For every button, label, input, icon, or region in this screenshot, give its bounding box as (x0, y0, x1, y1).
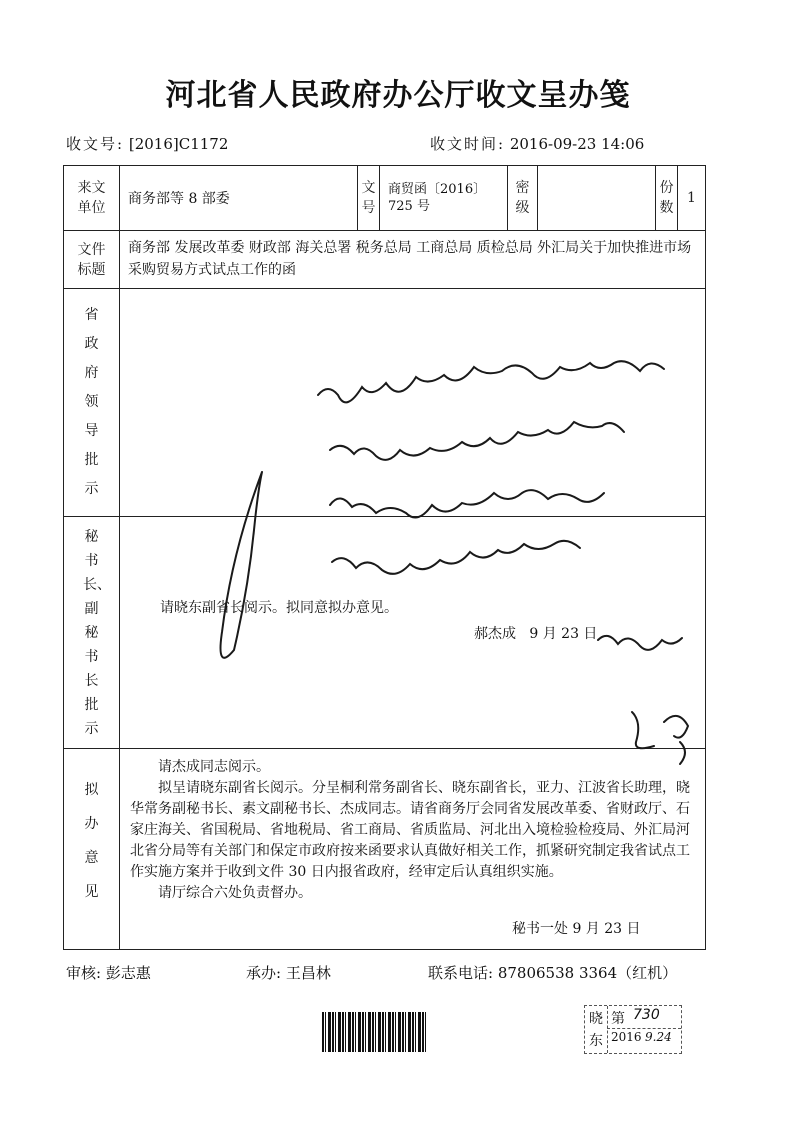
receipt-stamp (584, 1005, 682, 1054)
stamp-seq-label: 第 (611, 1011, 625, 1027)
secretary-instruction-area (120, 517, 706, 749)
secretary-signature (474, 623, 597, 643)
reviewer (66, 962, 151, 983)
handler-name: 王昌林 (285, 964, 331, 982)
receipt-time-label: 收文时间: (430, 135, 506, 153)
stamp-handwritten-date: 9.24 (645, 1030, 672, 1044)
barcode (322, 1012, 428, 1052)
proposal-para-3: 请厅综合六处负责督办。 (158, 885, 312, 901)
doc-title-value: 商务部 发展改革委 财政部 海关总署 税务总局 工商总局 质检总局 外汇局关于加快推进市场采购贸易方式试点工作的函 (120, 231, 706, 289)
governor-instruction-area (120, 289, 706, 517)
doc-title-label: 文件标题 (64, 231, 120, 289)
reviewer-name: 彭志惠 (105, 964, 151, 982)
secretary-instruction-text: 请晓东副省长阅示。拟同意拟办意见。 (160, 600, 398, 616)
doc-number-label: 文号 (358, 166, 380, 231)
stamp-label-2: 东 (589, 1033, 603, 1049)
contact-phone (428, 962, 677, 983)
stamp-year: 2016 (611, 1030, 642, 1044)
receipt-number-label: 收文号: (66, 135, 125, 153)
page-title: 河北省人民政府办公厅收文呈办笺 (165, 78, 631, 113)
secret-level-value (538, 166, 656, 231)
governor-instruction-label: 省政府领导批示 (64, 289, 120, 517)
proposal-signer: 秘书一处 9 月 23 日 (512, 921, 641, 937)
proposal-label: 拟办意见 (64, 749, 120, 950)
reviewer-label: 审核: (66, 964, 102, 982)
copies-value: 1 (678, 166, 706, 231)
phone-label: 联系电话: (428, 964, 494, 982)
proposal-para-2: 拟呈请晓东副省长阅示。分呈桐利常务副省长、晓东副省长，亚力、江波省长助理，晓华常务副秘书长、素文副秘书长、杰成同志。请省商务厅会同省发展改革委、省财政厅、石家庄海关、省国税局、省地税局、省工商局、省质监局、河北出入境检验检疫局、外汇局河北省分局等有关部门和保定市政府按来函要求认真做好相关工作，抓紧研究制定我省试点工作实施方案并于收到文件 30 日内报省政府，经审定后认真组织实施。 (130, 780, 690, 880)
proposal-para-1: 请杰成同志阅示。 (158, 759, 270, 775)
secret-level-label: 密级 (508, 166, 538, 231)
receipt-time (430, 133, 644, 154)
secretary-signer: 郝杰成 (474, 626, 516, 642)
proposal-area (120, 749, 706, 950)
stamp-seq-number: 730 (633, 1007, 660, 1023)
handler-label: 承办: (246, 964, 282, 982)
from-unit-label: 来文单位 (64, 166, 120, 231)
routing-form (63, 165, 706, 950)
receipt-number (66, 133, 228, 154)
handler (246, 962, 331, 983)
phone-value: 87806538 3364（红机） (497, 964, 678, 982)
stamp-label-1: 晓 (589, 1011, 603, 1027)
doc-number-value: 商贸函〔2016〕725 号 (380, 166, 508, 231)
secretary-instruction-label: 秘书长、副秘书长批示 (64, 517, 120, 749)
receipt-number-value: [2016]C1172 (128, 135, 229, 153)
receipt-time-value: 2016-09-23 14:06 (509, 135, 645, 153)
secretary-date: 9 月 23 日 (529, 626, 598, 642)
from-unit-value: 商务部等 8 部委 (120, 166, 358, 231)
copies-label: 份数 (656, 166, 678, 231)
